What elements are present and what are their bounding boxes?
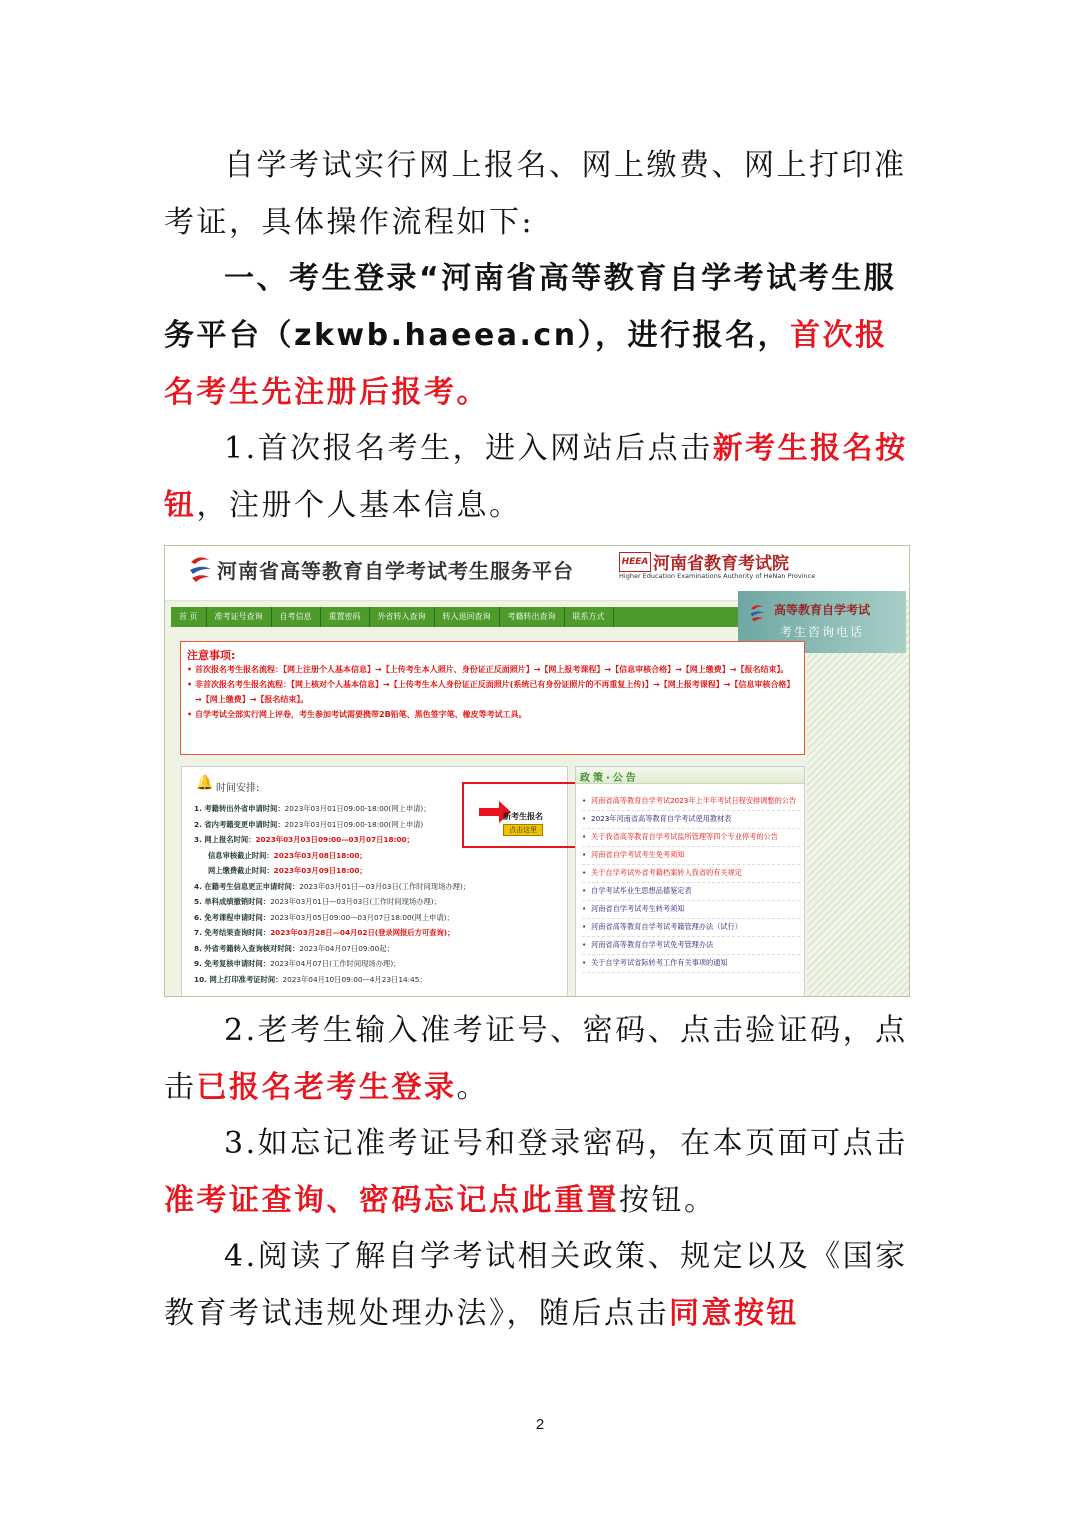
nav-exam-info[interactable]: 自考信息: [272, 607, 321, 627]
nav-transfer-out-query[interactable]: 考籍转出查询: [500, 607, 565, 627]
schedule-item-label: 5. 单科成绩撤销时间：: [194, 897, 271, 906]
schedule-item-label: 信息审核截止时间：: [208, 850, 274, 860]
schedule-item-label: 4. 在籍考生信息更正申请时间：: [194, 881, 300, 891]
step-4-paragraph: [164, 1228, 916, 1342]
notice-item: • 自学考试全部实行网上评卷，考生参加考试需要携带2B铅笔、黑色签字笔、橡皮等考试工具。: [187, 707, 795, 722]
notice-item: • 非首次报名考生报名流程：【网上核对个人基本信息】→【上传考生本人身份证正反面照片(系统已有身份证照片的不再重复上传)】→【网上报考课程】→【信息审核合格】→【网上缴费】→【报名结束】。: [187, 677, 795, 707]
click-here-label: 点击这里: [503, 824, 543, 836]
nav-contact[interactable]: 联系方式: [565, 607, 614, 627]
step-1-tail: ，注册个人基本信息。: [196, 488, 522, 523]
schedule-item: [194, 863, 470, 879]
schedule-item-value: 2023年03月28日—04月02日(登录网报后方可查询)；: [270, 928, 455, 937]
schedule-item: [194, 894, 470, 910]
page-number: 2: [535, 1416, 545, 1433]
intro-paragraph: [164, 137, 916, 251]
step-4-highlight: 同意按钮: [669, 1296, 799, 1331]
nav-admission-ticket-query[interactable]: 准考证号查询: [207, 607, 272, 627]
policy-header: [576, 767, 804, 784]
schedule-item-value: 2023年03月01日—03月03日(工作时间现场办理)；: [299, 881, 471, 891]
step-3-highlight: 准考证查询、密码忘记点此重置: [164, 1183, 619, 1218]
schedule-item-value: 2023年03月01日09:00-18:00(网上申请): [284, 819, 424, 829]
schedule-item-value: 2023年03月01日—03月03日(工作时间现场办理)；: [270, 897, 441, 906]
step-1-text: 1.首次报名考生，进入网站后点击: [224, 431, 713, 466]
schedule-item: [194, 817, 470, 833]
policy-announcements: [575, 766, 805, 997]
schedule-item-value: 2023年03月09日18:00；: [273, 866, 367, 875]
schedule-item: [194, 925, 470, 941]
schedule-item-value: 2023年03月01日09:00-18:00(网上申请)；: [284, 804, 431, 813]
policy-link[interactable]: • 河南省自学考试考生免考须知: [582, 847, 800, 865]
step-2-paragraph: [164, 1002, 916, 1116]
nav-transfer-return-query[interactable]: 转入退回查询: [435, 607, 500, 627]
step-4-text: 4.阅读了解自学考试相关政策、规定以及《国家教育考试违规处理办法》，随后点击: [164, 1239, 908, 1331]
site-title: 河南省高等教育自学考试考生服务平台: [217, 559, 574, 583]
policy-link[interactable]: • 河南省自学考试考生转考须知: [582, 901, 800, 919]
schedule-item-value: 2023年03月05日09:00—03月07日18:00(网上申请)；: [270, 912, 454, 922]
main-nav: [171, 607, 801, 627]
policy-link[interactable]: • 关于自学考试外省考籍档案转入我省的有关规定: [582, 865, 800, 883]
section-1-heading: [164, 250, 916, 421]
nav-reset-password[interactable]: 重置密码: [321, 607, 370, 627]
notice-item: • 首次报名考生报名流程：【网上注册个人基本信息】→【上传考生本人照片、身份证正反面照片】→【网上报考课程】→【信息审核合格】→【网上缴费】→【报名结束】。: [187, 662, 795, 677]
schedule-item: [194, 941, 470, 957]
schedule-item-value: 2023年03月08日18:00；: [273, 850, 367, 860]
schedule-list: [194, 801, 470, 987]
policy-link[interactable]: • 关于我省高等教育自学考试监所管理等四个专业停考的公告: [582, 829, 800, 847]
policy-link[interactable]: • 2023年河南省高等教育自学考试使用教材表: [582, 811, 800, 829]
policy-link[interactable]: • 河南省高等教育自学考试考籍管理办法（试行）: [582, 919, 800, 937]
nav-home[interactable]: 首 页: [171, 607, 207, 627]
step-3-text: 3.如忘记准考证号和登录密码，在本页面可点击: [224, 1126, 908, 1161]
step-2-tail: 。: [456, 1070, 489, 1105]
institute-english-name: Higher Education Examinations Authority of HeNan Province: [619, 572, 816, 580]
policy-title: 政策·公告: [580, 773, 639, 784]
schedule-item: [194, 832, 470, 848]
arrow-right-icon: [479, 808, 501, 816]
nav-transfer-in-query[interactable]: 外省转入查询: [370, 607, 435, 627]
swirl-logo-icon: [187, 554, 213, 584]
schedule-item-value: 2023年03月03日09:00—03月07日18:00；: [255, 835, 414, 844]
notice-box: [180, 641, 805, 755]
schedule-item-label: 9. 免考复核申请时间：: [194, 959, 271, 968]
schedule-item-label: 3. 网上报名时间：: [194, 835, 256, 844]
schedule-item-label: 8. 外省考籍转入查询核对时间：: [194, 943, 300, 953]
schedule-item: [194, 956, 470, 972]
section-1-text: 一、考生登录“河南省高等教育自学考试考生服务平台（zkwb.haeea.cn），进行报名，: [164, 261, 897, 353]
notice-title: 注意事项:: [187, 649, 236, 662]
schedule-item-value: 2023年04月07日09:00起；: [299, 943, 394, 953]
haeea-logo: HEEA: [619, 552, 651, 572]
bell-icon: 🔔: [196, 775, 214, 791]
institute-name: 河南省教育考试院: [653, 554, 789, 574]
section-1-highlight: 首次报名考生先注册后报考。: [164, 318, 888, 410]
schedule-item-label: 1. 考籍转出外省申请时间：: [194, 804, 285, 813]
website-screenshot: [164, 545, 910, 997]
intro-text: 自学考试实行网上报名、网上缴费、网上打印准考证，具体操作流程如下:: [164, 148, 907, 240]
schedule-item-label: 10. 网上打印准考证时间：: [194, 974, 283, 984]
step-1-paragraph: [164, 420, 916, 534]
policy-link[interactable]: • 关于自学考试省际转考工作有关事项的通知: [582, 955, 800, 973]
notice-list: [187, 662, 795, 722]
schedule-item: [194, 801, 470, 817]
schedule-title: 时间安排:: [216, 783, 260, 794]
schedule-item: [194, 848, 470, 864]
step-2-highlight: 已报名老考生登录: [196, 1070, 457, 1105]
step-3-tail: 按钮。: [619, 1183, 717, 1218]
banner-line-2: 考生咨询电话: [780, 625, 865, 639]
step-3-paragraph: [164, 1115, 916, 1229]
schedule-item-value: 2023年04月07日(工作时间现场办理)；: [270, 959, 401, 968]
schedule-item: [194, 972, 470, 988]
schedule-item-label: 2. 省内考籍变更申请时间：: [194, 819, 285, 829]
policy-link[interactable]: • 河南省高等教育自学考试2023年上半年考试日程安排调整的公告: [582, 793, 800, 811]
schedule-item-label: 6. 免考课程申请时间：: [194, 912, 271, 922]
step-1-highlight: 新考生报名按钮: [164, 431, 908, 523]
schedule-item: [194, 910, 470, 926]
policy-link[interactable]: • 河南省高等教育自学考试免考管理办法: [582, 937, 800, 955]
schedule-item: [194, 879, 470, 895]
banner-line-1: 高等教育自学考试: [774, 603, 871, 617]
new-register-label: 新考生报名: [503, 812, 543, 821]
new-candidate-register-button[interactable]: [503, 804, 543, 836]
schedule-item-value: 2023年04月10日09:00—4月23日14:45；: [282, 974, 427, 984]
schedule-item-label: 7. 免考结果查询时间：: [194, 928, 271, 937]
background-pattern: [807, 600, 909, 996]
policy-list: [582, 793, 800, 973]
swirl-logo-icon: [748, 603, 766, 623]
step-2-text: 2.老考生输入准考证号、密码、点击验证码，点击: [164, 1013, 908, 1105]
policy-link[interactable]: • 自学考试毕业生思想品德鉴定表: [582, 883, 800, 901]
schedule-item-label: 网上缴费截止时间：: [208, 866, 274, 875]
